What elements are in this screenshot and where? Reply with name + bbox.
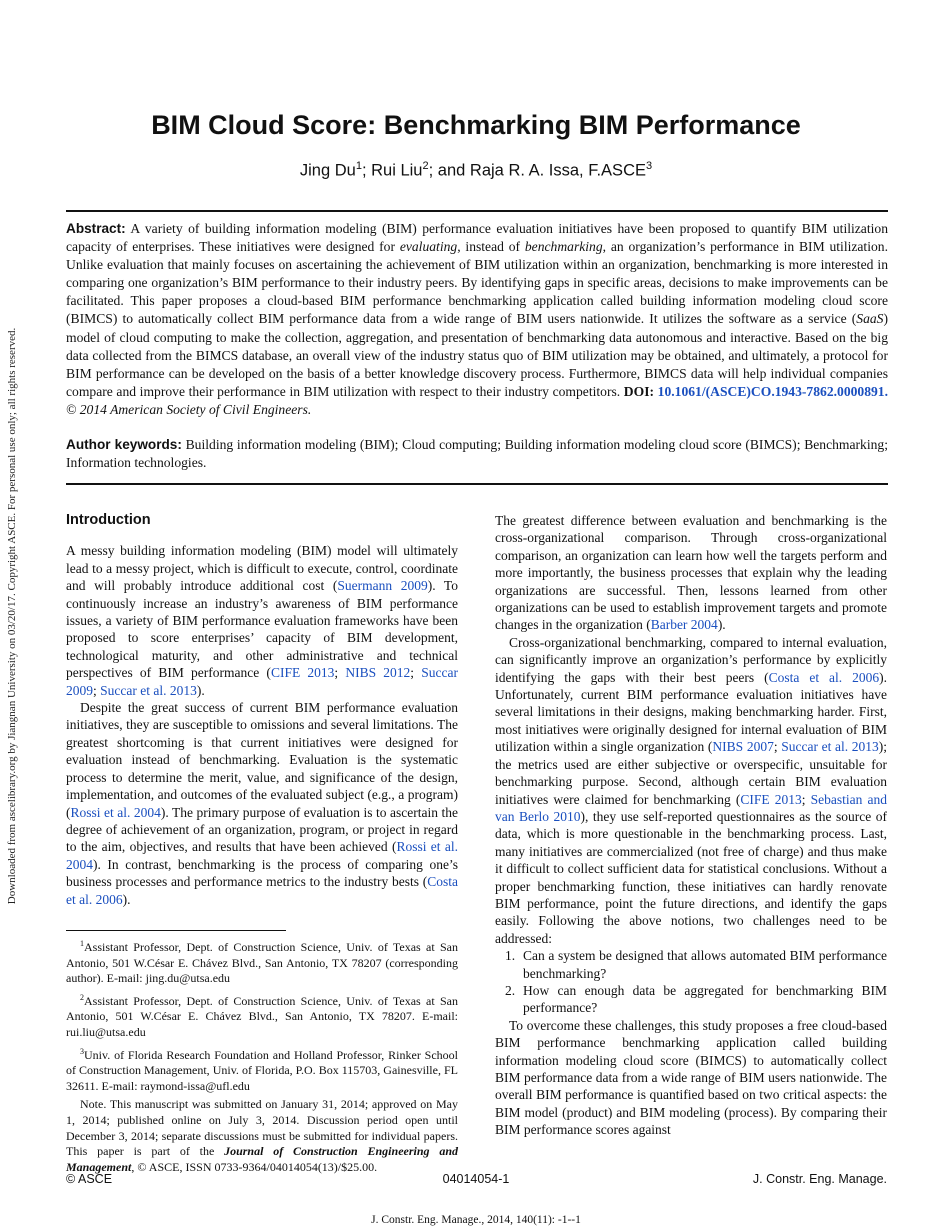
right-paragraph-3: To overcome these challenges, this study proposes a free cloud-based BIM performance benchmarking application called building information modeling cloud score (BIMCS) to automatically collect BIM performance data from a wide range of BIM users nationwide. The overall BIM performance is quantified based on two critical aspects: the BIM model (product) and BIM modeling (process). By comparing their BIM performance scores against: [495, 1017, 887, 1138]
citation-link[interactable]: CIFE 2013: [740, 791, 802, 807]
abstract-text: , instead of: [457, 239, 525, 255]
list-item: [495, 982, 887, 1017]
footnote-text: Univ. of Florida Research Foundation and Holland Professor, Rinker School of Construction Management, Univ. of Florida, P.O. Box 115703, Gainesville, FL 32611. E-mail: raymond-issa@ufl.edu: [66, 1047, 458, 1093]
citation-link[interactable]: Succar et al. 2013: [100, 682, 197, 698]
footer-journal: J. Constr. Eng. Manage.: [752, 1172, 887, 1186]
abstract: [66, 220, 888, 419]
abstract-emphasis: benchmarking: [524, 239, 603, 255]
citation-link[interactable]: Rossi et al. 2004: [70, 804, 161, 820]
body-text: Despite the great success of current BIM performance evaluation initiatives, they are susceptible to omissions and several limitations. The greatest shortcoming is that current initiatives were designed for evaluation instead of benchmarking. Evaluation is the systematic process to determine the merit, value, and significance of the design, implementation, and outcomes of the evaluated subject (e.g., a program) (: [66, 700, 458, 820]
list-number: 1.: [505, 948, 516, 964]
bottom-citation: J. Constr. Eng. Manage., 2014, 140(11): -1--1: [371, 1214, 581, 1226]
body-text: A messy building information modeling (BIM) model will ultimately lead to a messy project, which is difficult to execute, control, coordinate and will probably introduce additional cost (: [66, 543, 458, 594]
body-text: The greatest difference between evaluation and benchmarking is the cross-organizational comparison. Through cross-organizational comparison, an organization can learn how well the targets perform and more importantly, the business processes that explain why the leading organizations are successful. Then, lessons learned from other organizations can be used to establish improvement targets and promote changes in the organization (: [495, 513, 887, 633]
body-text: ). In contrast, benchmarking is the process of comparing one’s business processes and performance metrics to the industry bests (: [66, 856, 458, 890]
footer-page-id: 04014054-1: [442, 1172, 510, 1186]
section-heading-introduction: Introduction: [66, 512, 151, 528]
author-1-mark: 1: [355, 160, 362, 172]
keywords-label: Author keywords:: [66, 437, 182, 452]
citation-separator: ;: [410, 665, 422, 681]
citation-link[interactable]: Sebastian and van Berlo 2010: [495, 791, 887, 824]
left-column: [66, 512, 458, 908]
citation-separator: ;: [334, 665, 346, 681]
list-number: 2.: [505, 982, 516, 998]
citation-link[interactable]: Costa et al. 2006: [768, 669, 880, 685]
abstract-emphasis: evaluating: [399, 239, 458, 255]
intro-paragraph-2: [66, 699, 458, 908]
footnote-1: [66, 936, 458, 987]
citation-link[interactable]: Rossi et al. 2004: [66, 839, 458, 872]
citation-separator: ;: [93, 682, 101, 698]
list-text: How can enough data be aggregated for benchmarking BIM performance?: [523, 982, 887, 1016]
body-text: Cross-organizational benchmarking, compared to internal evaluation, can significantly improve an organization’s performance by explicitly identifying the gaps with their best peers (: [495, 634, 887, 685]
abstract-label: Abstract:: [66, 221, 126, 236]
citation-link[interactable]: Succar 2009: [66, 665, 458, 698]
footnote-2: [66, 990, 458, 1041]
abstract-bottom-rule: [66, 483, 888, 485]
citation-link[interactable]: CIFE 2013: [270, 665, 335, 681]
footnote-text: Assistant Professor, Dept. of Construction Science, Univ. of Texas at San Antonio, 501 W.César E. Chávez Blvd., San Antonio, TX 78207 (corresponding author). E-mail: jing.du@utsa.edu: [66, 940, 458, 986]
body-text: ). The primary purpose of evaluation is to ascertain the degree of achievement of an organization, program, or project in regard to the aim, objectives, and results that have been achieved (: [66, 804, 459, 855]
body-text: ). Unfortunately, current BIM performance evaluation initiatives have several limitations in their designs, making benchmarking harder. First, most initiatives were originally designed for internal evaluation of BIM utilization within a single organization (: [495, 669, 887, 755]
author-1: Jing Du: [299, 161, 356, 180]
author-separator: ;: [361, 161, 372, 180]
footnote-text: Assistant Professor, Dept. of Construction Science, Univ. of Texas at San Antonio, 501 W.César E. Chávez Blvd., San Antonio, TX 78207. E-mail: rui.liu@utsa.edu: [66, 993, 458, 1039]
doi-label: DOI:: [623, 383, 655, 399]
abstract-text: ) model of cloud computing to make the collection, aggregation, and presentation of benchmarking data autonomous and interactive. Based on the big data collected from the BIMCS database, an overall view of the industry status quo of BIM utilization may be obtained, and ultimately, a protocol for BIM performance can be developed on the basis of a better knowledge discovery process. Furthermore, BIMCS data will help individual companies compare and improve their performance in BIM utilization with respect to their industry competitors.: [66, 311, 888, 399]
body-text: ); the metrics used are either subjective or overspecific, unsuitable for benchmarking purpose. Second, although certain BIM evaluation initiatives were claimed for benchmarking (: [495, 739, 887, 807]
author-keywords: [66, 436, 888, 472]
citation-link[interactable]: Succar et al. 2013: [781, 739, 879, 755]
right-paragraph-2: [495, 634, 887, 947]
challenge-list: [495, 947, 887, 1017]
footnote-3: [66, 1044, 458, 1095]
footnote-mark: 3: [80, 1046, 84, 1056]
right-paragraph-1: [495, 512, 887, 634]
note-text: , © ASCE, ISSN 0733-9364/04014054(13)/$25.00.: [131, 1159, 378, 1174]
list-text: Can a system be designed that allows automated BIM performance benchmarking?: [523, 948, 887, 981]
citation-link[interactable]: Barber 2004: [650, 617, 718, 633]
abstract-text: A variety of building information modeling (BIM) performance evaluation initiatives have been proposed to quantify BIM utilization capacity of enterprises. These initiatives were designed for: [66, 221, 888, 255]
abstract-text: , an organization’s performance in BIM utilization. Unlike evaluation that mainly focuses on ascertaining the achievement of BIM utilization within an organization, benchmarking is more interested in comparing one organization’s BIM performance to their industry peers. By identifying gaps in specific areas, decisions to make improvements can be facilitated. This paper proposes a cloud-based BIM performance benchmarking application called building information modeling cloud score (BIMCS) to automatically collect BIM performance data from a wide range of BIM users nationwide. It utilizes the software as a service (: [66, 239, 888, 327]
body-text: ).: [196, 682, 205, 698]
right-column: [495, 512, 887, 1139]
body-text: ).: [717, 617, 726, 633]
author-2-mark: 2: [422, 160, 429, 172]
list-item: [495, 947, 887, 982]
citation-separator: ;: [773, 739, 782, 755]
note-text: Note. This manuscript was submitted on January 31, 2014; approved on May 1, 2014; published online on July 3, 2014. Discussion period open until December 3, 2014; separate discussions must be submitted for individual papers. This paper is part of the: [66, 1097, 458, 1159]
citation-link[interactable]: NIBS 2007: [712, 739, 774, 755]
citation-link[interactable]: NIBS 2012: [345, 665, 411, 681]
paper-title: BIM Cloud Score: Benchmarking BIM Performance: [151, 110, 801, 140]
footnote-mark: 1: [80, 939, 84, 948]
author-3: Raja R. A. Issa, F.ASCE: [469, 161, 646, 180]
footnote-rule: [66, 930, 286, 931]
body-text: ).: [122, 891, 131, 907]
author-3-mark: 3: [645, 160, 653, 172]
author-2: Rui Liu: [371, 161, 423, 180]
footnote-mark: 2: [80, 992, 84, 1002]
author-list: [0, 160, 952, 181]
journal-name: Journal of Construction Engineering and Management: [66, 1144, 458, 1174]
copyright-notice: © 2014 American Society of Civil Engineers.: [66, 401, 312, 417]
keywords-text: Building information modeling (BIM); Cloud computing; Building information modeling cloud score (BIMCS); Benchmarking; Information technologies.: [66, 437, 888, 471]
footnotes: [66, 936, 458, 1178]
abstract-top-rule: [66, 210, 888, 212]
download-notice-text: Downloaded from ascelibrary.org by Jiangnan University on 03/20/17. Copyright ASCE. For personal use only; all rights reserved.: [6, 327, 18, 905]
intro-paragraph-1: [66, 542, 458, 699]
body-text: ), they use self-reported questionnaires as the source of data, which is more questionable in the benchmarking process. Last, many initiatives are commercialized (not free of charge) and thus make it difficult to collect sufficient data for statistical conclusions. Without a proper benchmarking function, these initiatives can hardly renovate BIM performance, point the future directions, and identify the gaps easily. Following the above notions, two challenges need to be addressed:: [495, 808, 887, 946]
citation-link[interactable]: Costa et al. 2006: [66, 874, 458, 907]
author-separator: ; and: [428, 161, 470, 180]
citation-separator: ;: [801, 791, 811, 807]
body-text: ). To continuously increase an industry’s awareness of BIM performance issues, a variety of BIM performance evaluation frameworks have been proposed to score enterprises’ capacity of BIM development, technological maturity, and other administrative and technical perspectives of BIM performance (: [66, 578, 458, 681]
footer-publisher: © ASCE: [66, 1172, 113, 1186]
download-notice: [2, 290, 22, 942]
citation-link[interactable]: Suermann 2009: [337, 578, 428, 594]
doi-link[interactable]: 10.1061/(ASCE)CO.1943-7862.0000891.: [657, 383, 888, 399]
abstract-emphasis: SaaS: [856, 311, 884, 327]
manuscript-note: [66, 1097, 458, 1175]
